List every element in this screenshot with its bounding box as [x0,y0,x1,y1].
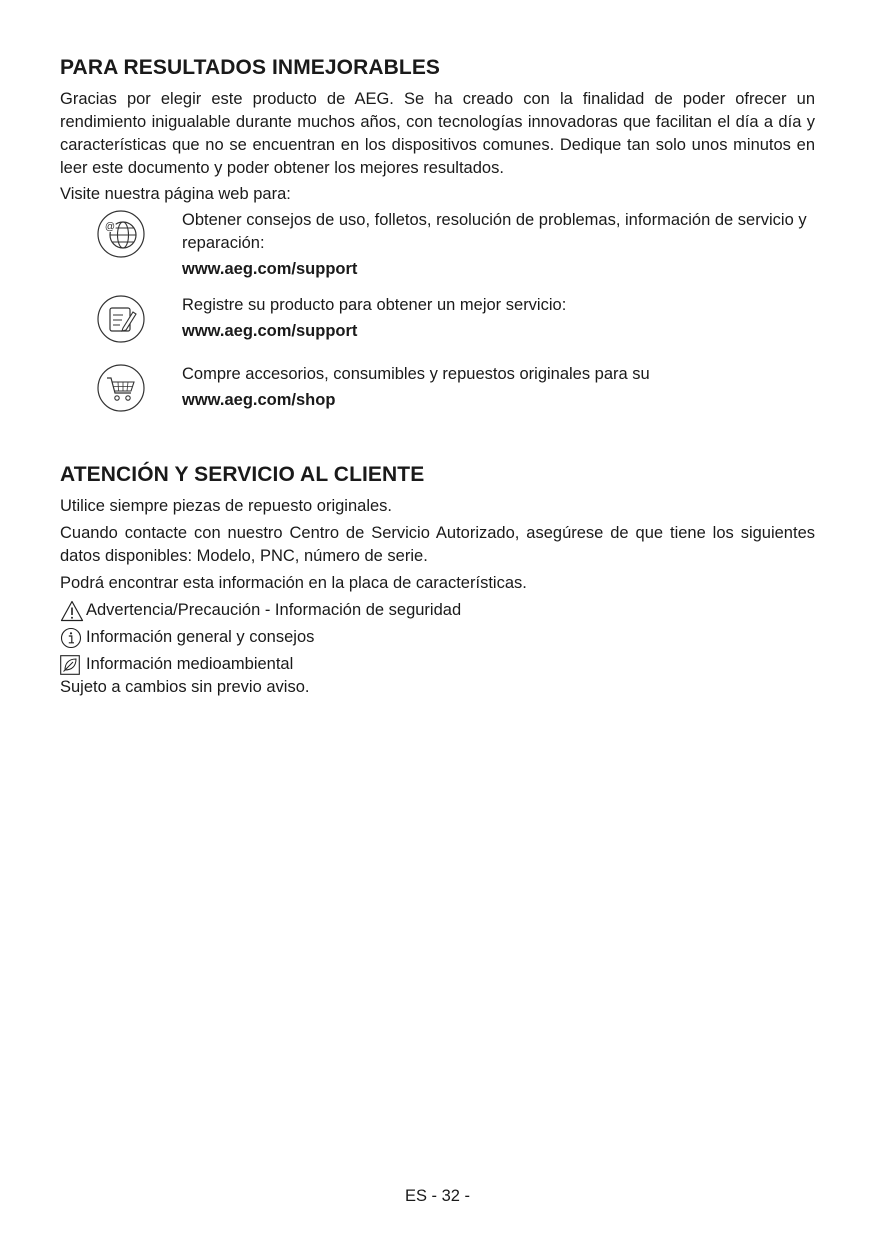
link-row-support [60,209,815,281]
changes-notice: Sujeto a cambios sin previo aviso. [60,678,310,696]
legend-info [60,626,815,649]
shop-link[interactable]: www.aeg.com/shop [182,391,336,409]
customer-service-section [60,463,815,699]
warning-icon [60,600,86,622]
page-number: ES - 32 - [404,1187,471,1205]
link-text-support: Obtener consejos de uso, folletos, resolución de problemas, información de servicio y reparación: [182,211,807,252]
link-row-shop [60,363,815,413]
leaf-icon [60,655,86,675]
globe-icon [60,209,182,259]
section-title-results: PARA RESULTADOS INMEJORABLES [60,56,441,79]
legend-warning [60,599,815,622]
link-text-register: Registre su producto para obtener un mejor servicio: [182,296,567,314]
cart-icon [60,363,182,413]
link-text-shop: Compre accesorios, consumibles y repuestos originales para su [182,365,650,383]
document-page [60,56,815,699]
visit-text: Visite nuestra página web para: [60,185,291,203]
legend-environment-text: Información medioambiental [86,655,294,673]
section-title-service: ATENCIÓN Y SERVICIO AL CLIENTE [60,463,425,486]
register-link[interactable]: www.aeg.com/support [182,322,358,340]
info-icon [60,627,86,649]
register-icon [60,294,182,344]
spare-parts-text: Utilice siempre piezas de repuesto originales. [60,497,392,515]
contact-text: Cuando contacte con nuestro Centro de Servicio Autorizado, asegúrese de que tiene los siguientes datos disponibles: Modelo, PNC, número de serie. [60,524,815,565]
support-link[interactable]: www.aeg.com/support [182,260,358,278]
link-row-register [60,294,815,344]
legend-warning-text: Advertencia/Precaución - Información de seguridad [86,601,462,619]
svg-text:@: @ [104,221,116,233]
intro-paragraph: Gracias por elegir este producto de AEG. Se ha creado con la finalidad de poder ofrecer un rendimiento inigualable durante muchos años, con tecnologías innovadoras que facilitan el día a día y características que no se encuentran en los dispositivos comunes. Dedique tan solo unos minutos en leer este documento y poder obtener los mejores resultados. [60,90,815,177]
rating-plate-text: Podrá encontrar esta información en la placa de características. [60,574,527,592]
website-links [60,209,815,413]
legend-info-text: Información general y consejos [86,628,315,646]
legend-environment [60,653,815,676]
